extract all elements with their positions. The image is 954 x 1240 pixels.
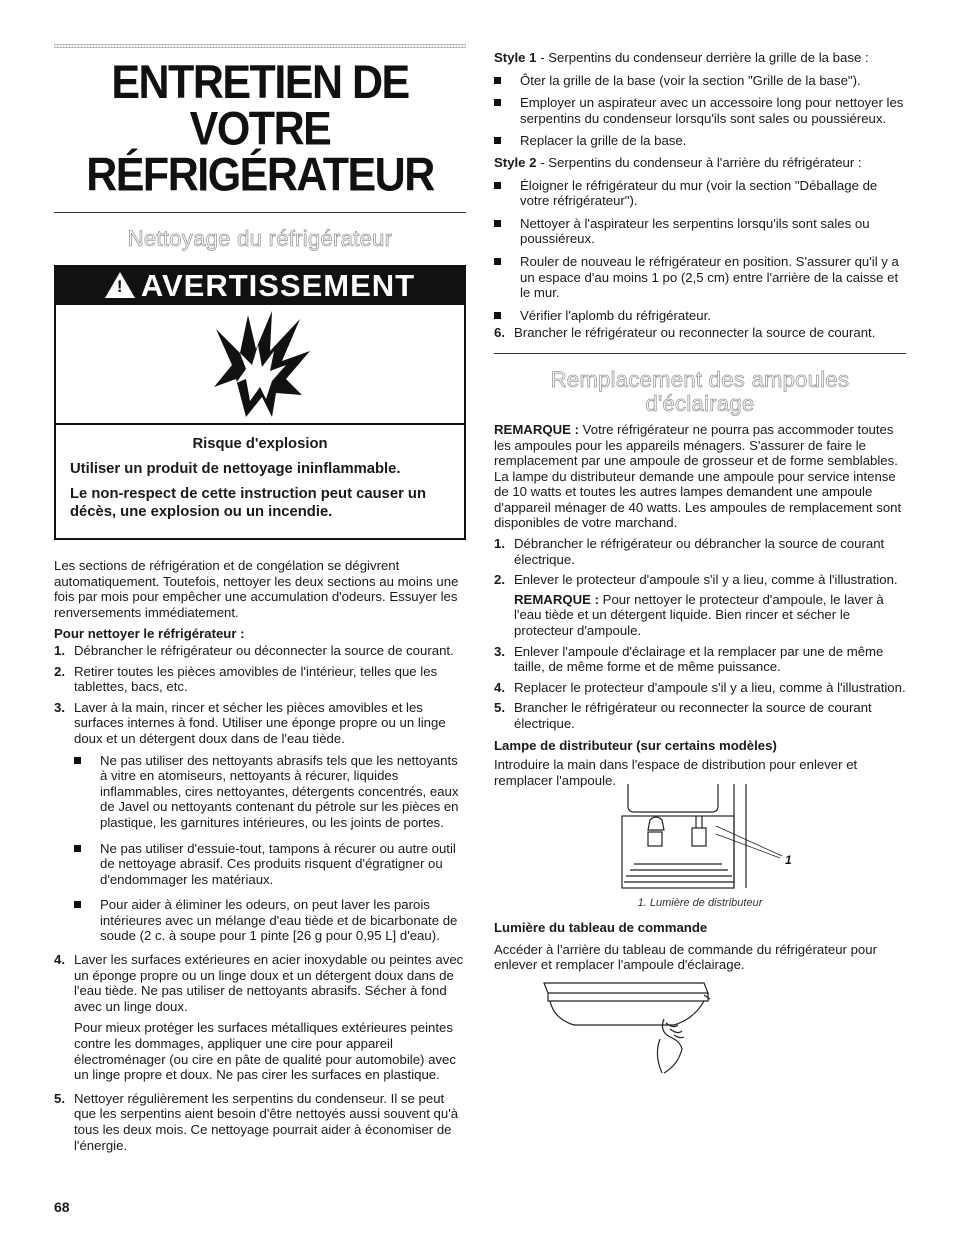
list-item: 3. Enlever l'ampoule d'éclairage et la remplacer par une de même taille, de même forme et de même puissance. (494, 643, 884, 675)
list-item: 2. Retirer toutes les pièces amovibles de l'intérieur, telles que les tablettes, bacs, etc. (54, 663, 438, 695)
clean-steps (54, 643, 466, 1153)
page-number: 68 (54, 1199, 70, 1215)
list-item: Ne pas utiliser des nettoyants abrasifs tels que les nettoyants à vitre en atomiseurs, nettoyants à récurer, liquides inflammables, cires nettoyantes, détergents concentrés, eaux de Javel ou nettoyants contenant du pétrole sur les pièces en plastique, les garnitures intérieures, ou les joints de portes. (74, 753, 466, 831)
list-item: Employer un aspirateur avec un accessoire long pour nettoyer les serpentins du condenseur lorsqu'ils sont sales ou poussiéreux. (494, 95, 906, 126)
style2-intro: Style 2 - Serpentins du condenseur à l'arrière du réfrigérateur : (494, 154, 862, 170)
list-item: 1. Débrancher le réfrigérateur ou déconnecter la source de courant. (54, 642, 454, 658)
note-paragraph: REMARQUE : Votre réfrigérateur ne pourra pas accommoder toutes les ampoules pour les appareils ménagers. S'assurer de faire le remplacement par une ampoule de grosseur et de forme semblables. La lampe du distributeur demande une ampoule pour service intense de 10 watts et toutes les autres lampes demandent une ampoule d'appareil ménager de 40 watts. Les ampoules de remplacement sont disponibles de votre marchand. (494, 421, 902, 531)
section-rule (494, 353, 906, 354)
control-panel-drawing (494, 979, 754, 1075)
warning-text (56, 425, 464, 538)
dispenser-illustration (494, 784, 906, 894)
list-item: Replacer la grille de la base. (494, 133, 906, 149)
list-item: Rouler de nouveau le réfrigérateur en position. S'assurer qu'il y a un espace d'au moins 1 po (2,5 cm) entre l'arrière de la caisse et le mur. (494, 254, 906, 301)
title-rule (54, 212, 466, 213)
list-item: Ôter la grille de la base (voir la section "Grille de la base"). (494, 73, 906, 89)
right-column (494, 44, 906, 1075)
step2-note: REMARQUE : Pour nettoyer le protecteur d'ampoule, le laver à l'eau tiède et un détergent liquide. Bien rincer et sécher le protecteur d'ampoule. (514, 591, 884, 639)
intro-paragraph: Les sections de réfrigération et de congélation se dégivrent automatiquement. Toutefois, nettoyer les deux sections au moins une fois par mois pour empêcher une accumulation d'odeurs. Essuyer les renversements immédiatement. (54, 558, 459, 620)
panel-subhead: Lumière du tableau de commande (494, 919, 708, 935)
warning-line2: Le non-respect de cette instruction peut causer un décès, une explosion ou un incendie. (70, 486, 427, 520)
list-item: 4. Laver les surfaces extérieures en acier inoxydable ou peintes avec un éponge propre ou un linge doux et un détergent doux dans de l'eau tiède. Ne pas utiliser de nettoyants abrasifs. Sécher à fond avec un linge doux. Pour mieux protéger les surfaces métalliques extérieures peintes contre les dommages, appliquer une cire pour appareil électroménager (ou cire en pâte de qualité pour automobile) avec un linge propre et doux. Ne pas cirer les surfaces en plastique. (54, 952, 466, 1083)
callout-number: 1 (785, 853, 792, 868)
style2-bullets (494, 178, 906, 324)
clean-subhead: Pour nettoyer le réfrigérateur : (54, 626, 245, 642)
section-heading-bulbs: Remplacement des ampoules d'éclairage (550, 366, 850, 416)
list-item: 3. Laver à la main, rincer et sécher les pièces amovibles et les surfaces internes à fond. Utiliser une éponge propre ou un linge doux et un détergent doux dans de l'eau tiède. Ne pas utiliser des nettoyants abrasifs tels que les nettoyants à vitre en atomiseurs, nettoyants à récurer, liquides inflammables, cires nettoyantes, détergents concentrés, eaux de Javel ou nettoyants contenant du pétrole sur les pièces en plastique, les garnitures intérieures, ou les joints de portes. Ne pas utiliser d'essuie-tout, tampons à récurer ou autre outil de nettoyage abrasif. Ces produits risquent d'égratigner ou d'endommager les matériaux. Pour aider à éliminer les odeurs, on peut laver les parois intérieures avec un mélange d'eau tiède et de bicarbonate de soude (2 c. à soupe pour 1 pinte [26 g pour 0,95 L] d'eau). (54, 700, 466, 944)
list-item: 6. Brancher le réfrigérateur ou reconnecter la source de courant. (494, 325, 876, 341)
warning-triangle-icon (105, 272, 135, 298)
dispenser-text: Introduire la main dans l'espace de distribution pour enlever et remplacer l'ampoule. (494, 757, 858, 788)
list-item: 5. Nettoyer régulièrement les serpentins du condenseur. Il se peut que les serpentins aient besoin d'être nettoyés aussi souvent qu'à tous les deux mois. Ce nettoyage pourrait aider à économiser de l'énergie. (54, 1090, 459, 1153)
warning-line1: Utiliser un produit de nettoyage ininflammable. (70, 461, 401, 477)
step3-bullets (74, 753, 466, 945)
warning-risk: Risque d'explosion (192, 436, 328, 452)
top-rule (54, 44, 466, 48)
panel-text: Accéder à l'arrière du tableau de commande du réfrigérateur pour enlever et remplacer l'ampoule d'éclairage. (494, 941, 877, 973)
list-item: 2. Enlever le protecteur d'ampoule s'il y a lieu, comme à l'illustration. REMARQUE : Pour nettoyer le protecteur d'ampoule, le laver à l'eau tiède et un détergent liquide. Bien rincer et sécher le protecteur d'ampoule. (494, 572, 906, 638)
list-item: 4. Replacer le protecteur d'ampoule s'il y a lieu, comme à l'illustration. (494, 679, 906, 695)
list-item: Vérifier l'aplomb du réfrigérateur. (494, 308, 906, 324)
explosion-pictogram (56, 305, 464, 425)
bulb-steps (494, 536, 906, 732)
list-item: 5. Brancher le réfrigérateur ou reconnecter la source de courant électrique. (494, 700, 872, 731)
warning-header: !AVERTISSEMENT (56, 267, 464, 305)
warning-box (54, 265, 466, 540)
dispenser-drawing (604, 784, 904, 894)
list-item: Ne pas utiliser d'essuie-tout, tampons à récurer ou autre outil de nettoyage abrasif. Ces produits risquent d'égratigner ou d'endommager les matériaux. (74, 841, 466, 888)
page-title: ENTRETIEN DE VOTRE RÉFRIGÉRATEUR (86, 56, 434, 202)
style1-bullets (494, 73, 906, 149)
figure-caption: 1. Lumière de distributeur (637, 897, 763, 910)
list-item: Nettoyer à l'aspirateur les serpentins lorsqu'ils sont sales ou poussiéreux. (494, 216, 906, 247)
dispenser-subhead: Lampe de distributeur (sur certains modèles) (494, 737, 777, 753)
step6 (494, 325, 906, 341)
panel-illustration (494, 979, 906, 1075)
explosion-icon (206, 309, 316, 421)
list-item: 1. Débrancher le réfrigérateur ou débrancher la source de courant électrique. (494, 536, 885, 567)
list-item: Pour aider à éliminer les odeurs, on peut laver les parois intérieures avec un mélange d'eau tiède et de bicarbonate de soude (2 c. à soupe pour 1 pinte [26 g pour 0,95 L] d'eau). (74, 897, 466, 944)
section-heading-cleaning: Nettoyage du réfrigérateur (127, 226, 393, 251)
step4-extra: Pour mieux protéger les surfaces métalliques extérieures peintes contre les dommages, appliquer une cire pour appareil électroménager (ou cire en pâte de qualité pour automobile) avec un linge propre et doux. Ne pas cirer les surfaces en plastique. (74, 1020, 456, 1083)
list-item: Éloigner le réfrigérateur du mur (voir la section "Déballage de votre réfrigérateur"). (494, 178, 906, 209)
style1-intro: Style 1 - Serpentins du condenseur derrière la grille de la base : (494, 50, 869, 65)
left-column (54, 44, 466, 1153)
